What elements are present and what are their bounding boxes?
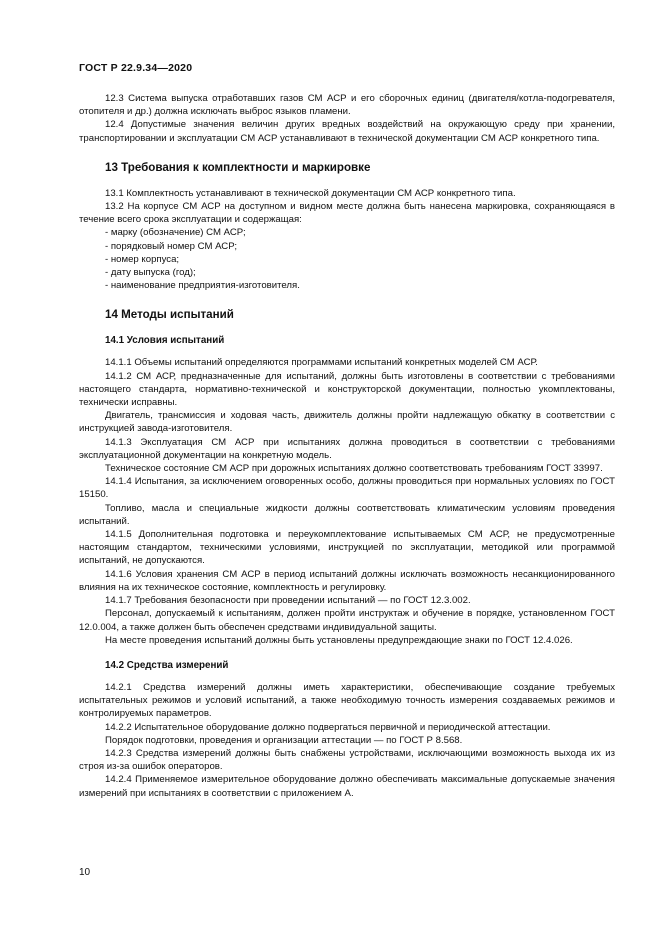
paragraph-13-2: 13.2 На корпусе СМ АСР на доступном и видном месте должна быть нанесена маркировка, сохраняющаяся в течение всего срока эксплуатации и содержащая: (79, 201, 615, 226)
document-header: ГОСТ Р 22.9.34—2020 (79, 62, 193, 74)
paragraph: На месте проведения испытаний должны быть установлены предупреждающие знаки по ГОСТ 12.4.026. (105, 634, 573, 646)
paragraph: Порядок подготовки, проведения и организации аттестации — по ГОСТ Р 8.568. (105, 734, 463, 746)
list-item: - номер корпуса; (105, 253, 180, 265)
paragraph: 14.1.1 Объемы испытаний определяются программами испытаний конкретных моделей СМ АСР. (105, 357, 538, 369)
paragraph-13-1: 13.1 Комплектность устанавливают в технической документации СМ АСР конкретного типа. (105, 187, 516, 199)
list-item: - наименование предприятия-изготовителя. (105, 280, 300, 292)
paragraph: Топливо, масла и специальные жидкости должны соответствовать климатическим условиям проведения испытаний. (79, 502, 615, 527)
paragraph-12-3: 12.3 Система выпуска отработавших газов СМ АСР и его сборочных единиц (двигателя/котла-подогревателя, отопителя и др.) должна исключать выброс языков пламени. (79, 93, 615, 118)
paragraph: Техническое состояние СМ АСР при дорожных испытаниях должно соответствовать требованиям ГОСТ 33997. (105, 463, 603, 475)
page-content (79, 92, 615, 800)
subsection-14-2-heading: 14.2 Средства измерений (105, 659, 229, 671)
paragraph: 14.2.1 Средства измерений должны иметь характеристики, обеспечивающие создание требуемых испытательных режимов и условий испытаний, а также необходимую точность измерения создаваемых режимов и контролируемых параметров. (79, 681, 615, 720)
paragraph: 14.1.3 Эксплуатация СМ АСР при испытаниях должна проводиться в соответствии с требованиями эксплуатационной документации на конкретную модель. (79, 436, 615, 461)
paragraph: 14.2.2 Испытательное оборудование должно подвергаться первичной и периодической аттестации. (105, 721, 551, 733)
list-item: - порядковый номер СМ АСР; (105, 240, 238, 252)
paragraph: 14.1.5 Дополнительная подготовка и переукомплектование испытываемых СМ АСР, не предусмотренные настоящим стандартом, техническими условиями, инструкцией по эксплуатации, методикой или программой испытаний, не допускаются. (79, 529, 615, 567)
paragraph: Двигатель, трансмиссия и ходовая часть, движитель должны пройти надлежащую обкатку в соответствии с инструкцией завода-изготовителя. (79, 410, 615, 435)
subsection-14-1-heading: 14.1 Условия испытаний (105, 335, 225, 347)
list-item: - дату выпуска (год); (105, 267, 196, 279)
paragraph: 14.2.3 Средства измерений должны быть снабжены устройствами, исключающими возможность выхода их из строя из-за ошибок операторов. (79, 747, 615, 773)
paragraph: 14.1.2 СМ АСР, предназначенные для испытаний, должны быть изготовлены в соответствии с требованиями настоящего стандарта, нормативно-технической и конструкторской документации, полностью укомплектованы, технически исправны. (79, 370, 615, 409)
paragraph: Персонал, допускаемый к испытаниям, должен пройти инструктаж и обучение в порядке, установленном ГОСТ 12.0.004, а также должен быть обеспечен средствами индивидуальной защиты. (79, 608, 615, 633)
section-14-heading: 14 Методы испытаний (105, 308, 234, 322)
paragraph: 14.1.6 Условия хранения СМ АСР в период испытаний должны исключать возможность несанкционированного влияния на их техническое состояние, комплектность и регулировку. (79, 568, 615, 593)
section-13-heading: 13 Требования к комплектности и маркировке (105, 160, 371, 174)
page-number: 10 (79, 867, 91, 878)
paragraph: 14.1.4 Испытания, за исключением оговоренных особо, должны проводиться при нормальных условиях по ГОСТ 15150. (79, 476, 615, 501)
list-item: - марку (обозначение) СМ АСР; (105, 227, 246, 239)
paragraph-12-4: 12.4 Допустимые значения величин других вредных воздействий на окружающую среду при хранении, транспортировании и эксплуатации СМ АСР устанавливают в технической документации СМ АСР конкретного типа. (79, 119, 615, 144)
paragraph: 14.1.7 Требования безопасности при проведении испытаний — по ГОСТ 12.3.002. (105, 595, 471, 607)
paragraph: 14.2.4 Применяемое измерительное оборудование должно обеспечивать максимальные допускаемые значения измерений при испытаниях в соответствии с приложением А. (79, 774, 615, 799)
